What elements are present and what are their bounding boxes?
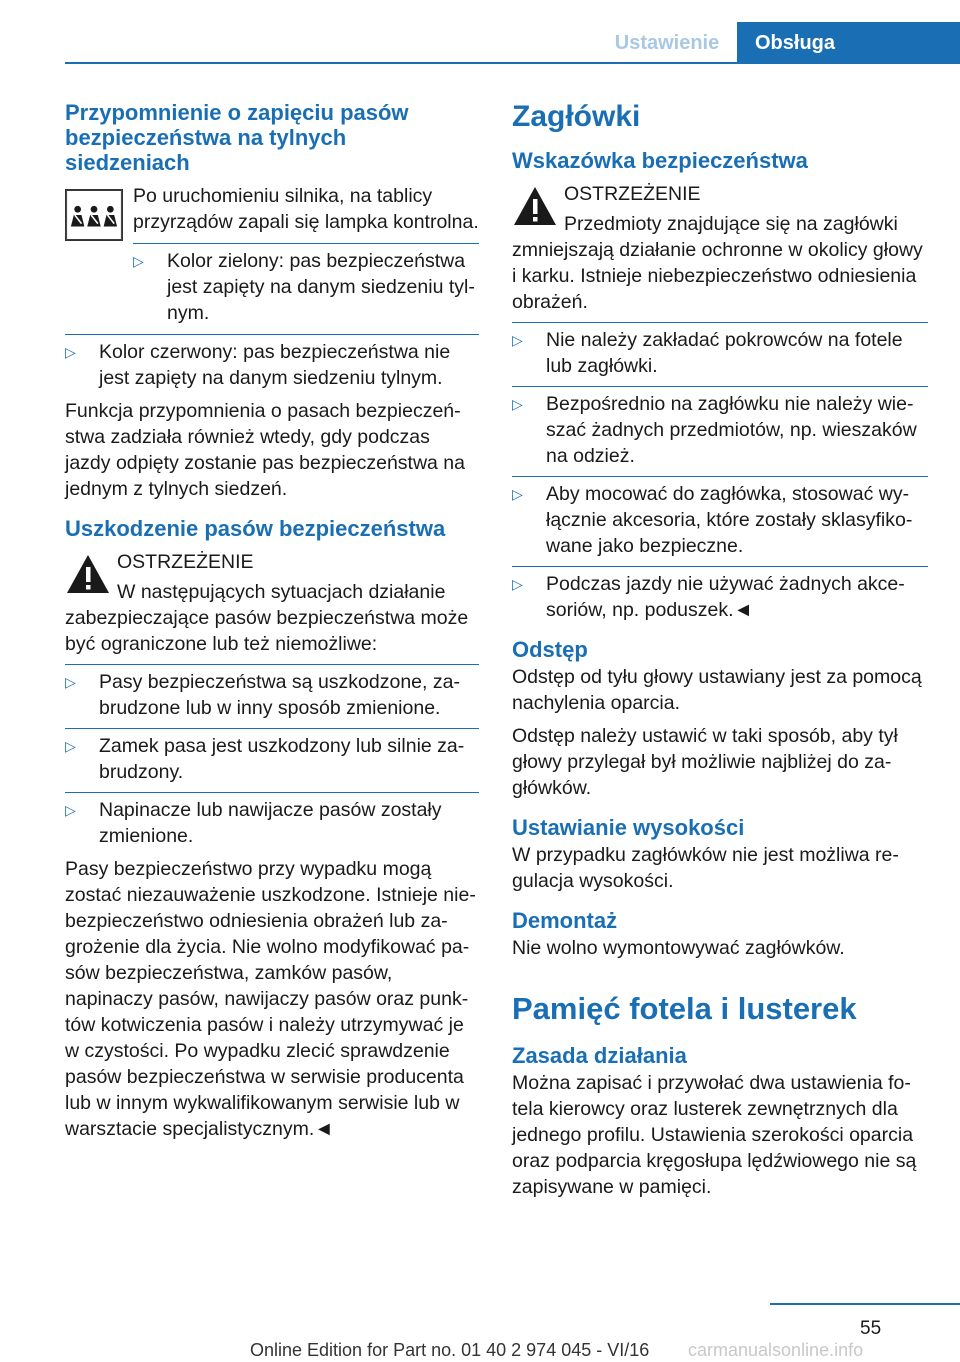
watermark: carmanualsonline.info bbox=[688, 1340, 864, 1360]
right-column bbox=[512, 100, 928, 1207]
section-heading-height: Ustawianie wysokości bbox=[512, 815, 745, 840]
warning-block bbox=[512, 181, 928, 237]
list-item-text: Bezpośrednio na zagłówku nie należy wieszać żadnych przedmiotów, np. wieszaków na odzież. bbox=[546, 393, 917, 467]
bullet-triangle-icon: ▷ bbox=[512, 332, 523, 348]
page-title-headrests: Zagłówki bbox=[512, 100, 641, 133]
paragraph: Można zapisać i przywołać dwa ustawienia fotela kierowcy oraz lusterek zewnętrznych dla jednego profilu. Ustawienia szerokości oparcia oraz podparcia kręgosłupa lędźwiowego nie są zapisywane w pamięci. bbox=[512, 1072, 917, 1198]
paragraph: Nie wolno wymontowywać zagłówków. bbox=[512, 937, 845, 959]
warning-icon bbox=[65, 551, 111, 597]
bullet-triangle-icon: ▷ bbox=[512, 396, 523, 412]
warning-icon bbox=[512, 183, 558, 229]
tab-ustawienie[interactable]: Ustawienie bbox=[598, 22, 736, 62]
list-item bbox=[512, 476, 928, 559]
warning-block bbox=[65, 549, 479, 605]
list-item bbox=[65, 664, 479, 721]
paragraph: Funkcja przypomnienia o pasach bezpieczeństwa zadziała również wtedy, gdy podczas jazdy odpięty zostanie pas bezpieczeństwa na jednym z tylnych siedzeń. bbox=[65, 400, 465, 500]
bullet-triangle-icon: ▷ bbox=[133, 253, 144, 269]
bullet-triangle-icon: ▷ bbox=[65, 802, 76, 818]
warning-title: OSTRZEŻENIE bbox=[117, 551, 254, 573]
list-item-text: Aby mocować do zagłówka, stosować wyłącznie akcesoria, które zostały sklasyfikowane jako bezpieczne. bbox=[546, 483, 913, 557]
list-item bbox=[512, 386, 928, 469]
left-column bbox=[65, 100, 479, 1149]
list-item-text: Kolor zielony: pas bezpieczeństwa jest zapięty na danym siedzeniu tylnym. bbox=[167, 250, 475, 324]
tab-obsluga[interactable]: Obsługa bbox=[737, 22, 960, 62]
list-item-text: Nie należy zakładać pokrowców na fotele lub zagłówki. bbox=[546, 329, 903, 377]
paragraph: Odstęp należy ustawić w taki sposób, aby tył głowy przylegał był możliwie najbliżej do zagłówków. bbox=[512, 725, 898, 799]
section-heading-principle: Zasada działania bbox=[512, 1043, 687, 1068]
list-item-text: Pasy bezpieczeństwa są uszkodzone, zabrudzone lub w inny sposób zmienione. bbox=[99, 671, 460, 719]
list-item bbox=[133, 243, 479, 326]
list-item-text: Kolor czerwony: pas bezpieczeństwa nie jest zapięty na danym siedzeniu tylnym. bbox=[99, 341, 451, 389]
header-divider bbox=[65, 62, 960, 64]
paragraph: Pasy bezpieczeństwo przy wypadku mogą zostać niezauważenie uszkodzone. Istnieje niebezpieczeństwo odniesienia obrażeń lub zagrożenie dla życia. Nie wolno modyfikować pasów bezpieczeństwa, zamków pasów, napinaczy pasów, nawijaczy pasów oraz punktów kotwiczenia pasów i należy utrzymywać je w czystości. Po wypadku zlecić sprawdzenie pasów bezpieczeństwa w serwisie producenta lub w innym wykwalifikowanym serwisie lub w warsztacie specjalistycznym.◄ bbox=[65, 858, 476, 1140]
paragraph: Odstęp od tyłu głowy ustawiany jest za pomocą nachylenia oparcia. bbox=[512, 666, 922, 714]
list-item bbox=[512, 322, 928, 379]
list-item bbox=[65, 334, 479, 391]
list-item-text: Napinacze lub nawijacze pasów zostały zmienione. bbox=[99, 799, 442, 847]
section-heading-safety: Wskazówka bezpieczeństwa bbox=[512, 148, 808, 173]
warning-title: OSTRZEŻENIE bbox=[564, 183, 701, 205]
belt-reminder-block bbox=[65, 183, 479, 235]
seatbelt-indicator-icon bbox=[65, 189, 123, 241]
bullet-triangle-icon: ▷ bbox=[512, 486, 523, 502]
warning-text: Przedmioty znajdujące się na zagłówki zmniejszają działanie ochronne w okolicy głowy i karku. Istnieje niebezpieczeństwo odniesienia obrażeń. bbox=[512, 213, 923, 313]
list-item bbox=[512, 566, 928, 623]
page-title-memory: Pamięć fotela i lusterek bbox=[512, 991, 857, 1026]
section-heading-distance: Odstęp bbox=[512, 637, 588, 662]
bullet-triangle-icon: ▷ bbox=[65, 738, 76, 754]
list-item-text: Podczas jazdy nie używać żadnych akcesoriów, np. poduszek.◄ bbox=[546, 573, 905, 621]
bullet-triangle-icon: ▷ bbox=[65, 674, 76, 690]
section-heading-belt-damage: Uszkodzenie pasów bezpieczeństwa bbox=[65, 516, 446, 541]
page-number: 55 bbox=[860, 1318, 882, 1339]
footer-edition: Online Edition for Part no. 01 40 2 974 045 - VI/16 bbox=[250, 1340, 650, 1360]
section-heading-belt-reminder: Przypomnienie o zapięciu pasów bezpieczeństwa na tylnych siedzeniach bbox=[65, 100, 409, 175]
list-item bbox=[65, 728, 479, 785]
list-item-text: Zamek pasa jest uszkodzony lub silnie zabrudzony. bbox=[99, 735, 465, 783]
paragraph: W przypadku zagłówków nie jest możliwa regulacja wysokości. bbox=[512, 844, 899, 892]
list-item bbox=[65, 792, 479, 849]
bullet-triangle-icon: ▷ bbox=[65, 344, 76, 360]
section-heading-removal: Demontaż bbox=[512, 908, 618, 933]
belt-reminder-text: Po uruchomieniu silnika, na tablicy przyrządów zapali się lampka kontrolna. bbox=[133, 185, 479, 233]
bullet-triangle-icon: ▷ bbox=[512, 576, 523, 592]
footer-divider bbox=[770, 1303, 960, 1305]
warning-text: W następujących sytuacjach działanie zabezpieczające pasów bezpieczeństwa może być ograniczone lub też niemożliwe: bbox=[65, 581, 469, 655]
